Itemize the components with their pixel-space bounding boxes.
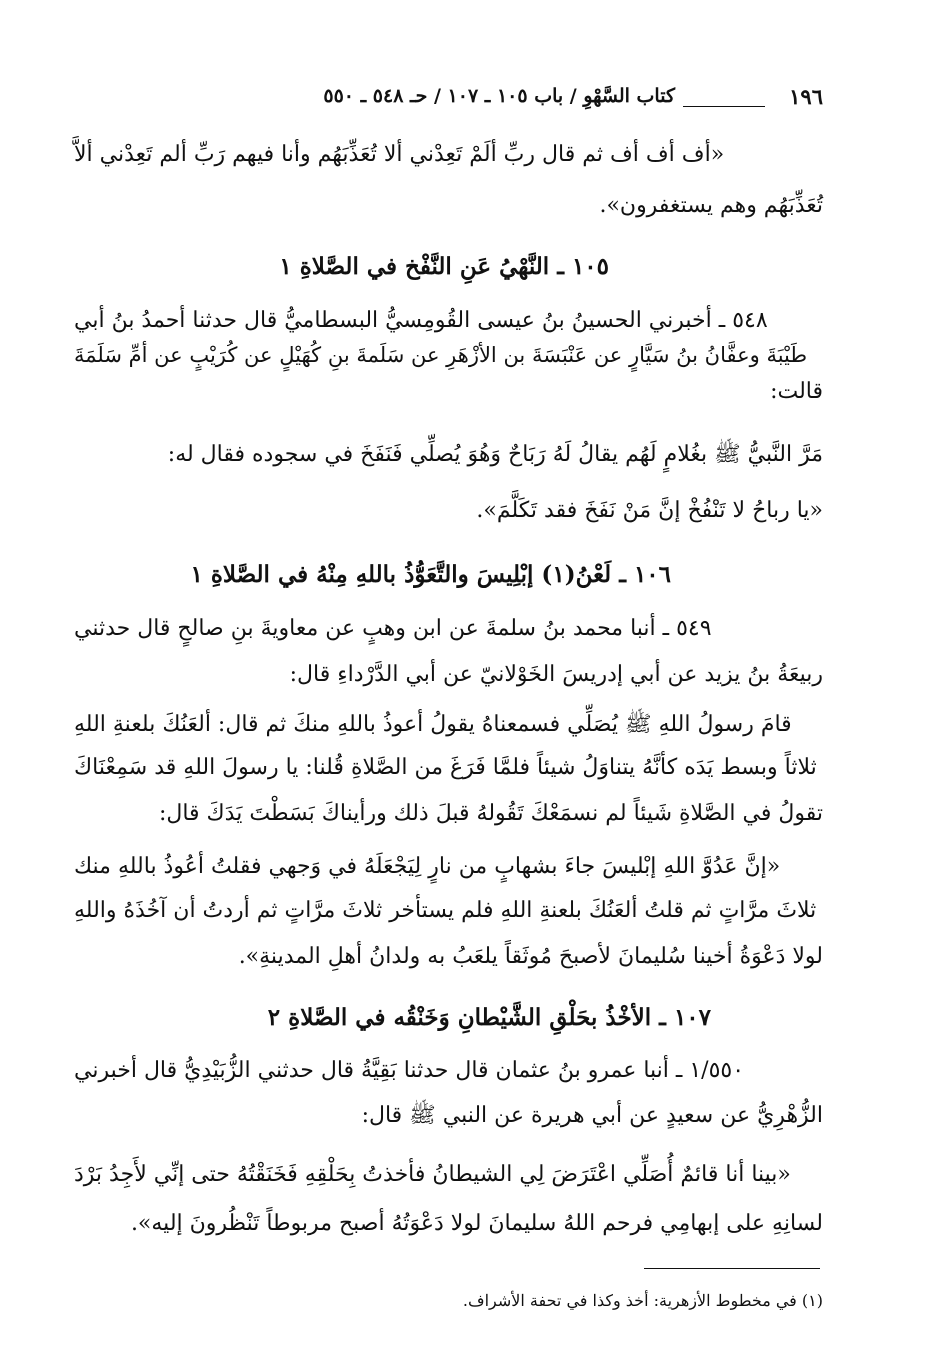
text-line: الزُّهْرِيُّ عن سعيدٍ عن أبي هريرة عن النبي ﷺ قال: (361, 1103, 823, 1128)
footnote: (١) في مخطوط الأزهرية: أخذ وكذا في تحفة الأشراف. (462, 1291, 823, 1310)
text-line: «يا رباحُ لا تَنْفُخْ إنَّ مَنْ نَفَخَ فقد تَكَلَّمَ». (476, 498, 823, 523)
text-line: تقولُ في الصَّلاةِ شَيئاً لم نسمَعْكَ تَقُولهُ قبلَ ذلك ورأيناكَ بَسَطْتَ يَدَكَ قال: (158, 801, 823, 826)
text-line: «إنَّ عَدُوَّ اللهِ إبْليسَ جاءَ بشهابٍ من نارٍ لِيَجْعَلَهُ في وَجهي فقلتُ أعُوذُ باللهِ منك (74, 854, 781, 879)
page-number: ١٩٦ (789, 84, 823, 109)
section-heading-107: ١٠٧ ـ الأخْذُ بحَلْقِ الشَّيْطانِ وَخَنْقُه في الصَّلاةِ ٢ (267, 1004, 711, 1031)
text-line: لولا دَعْوَةُ أخينا سُليمانَ لأصبحَ مُوثَقاً يلعَبُ به ولدانُ أهلِ المدينةِ». (238, 944, 823, 969)
text-line: لسانِهِ على إبهامِي فرحم اللهُ سليمانَ لولا دَعْوَتُهُ أصبح مربوطاً تَنْظُرونَ إليه». (130, 1211, 823, 1236)
text-line: «بينا أنا قائمٌ أُصَلِّي اعْتَرَضَ لِي الشيطانُ فأخذتُ بِحَلْقِهِ فَخَنَقْتُهُ حتى إنِّي لأَجِدُ بَرْدَ (74, 1162, 791, 1187)
text-line: مَرَّ النَّبيُّ ﷺ بغُلامٍ لَهُم يقالُ لَهُ رَبَاحٌ وَهُوَ يُصلِّي فَنَفَخَ في سجوده فقال له: (167, 442, 823, 467)
text-line: «أف أف أف ثم قال ربِّ ألَمْ تَعِدْني ألا تُعَذِّبَهُم وأنا فيهم رَبِّ ألم تَعِدْني ألاَّ (74, 142, 725, 167)
text-line: ثلاثاً وبسط يَدَه كأنَّهُ يتناوَلُ شيئاً فلمَّا فَرَغَ من الصَّلاةِ قُلنا: يا رسولَ اللهِ قد سَمِعْنَاكَ (74, 755, 817, 780)
page-header (68, 84, 823, 114)
header-rule (683, 106, 765, 107)
text-line: ثلاثَ مرَّاتٍ ثم قلتُ ألعَنُكَ بلعنةِ اللهِ فلم يستأخر ثلاثَ مرَّاتٍ ثم أردتُ أن آخُذَهُ واللهِ (74, 898, 817, 923)
text-line: ١/٥٥٠ ـ أنبا عمرو بنُ عثمان قال حدثنا بَقِيَّةُ قال حدثني الزُّبَيْدِيُّ قال أخبرني (74, 1058, 745, 1083)
text-line: ٥٤٨ ـ أخبرني الحسينُ بنُ عيسى القُومِسيُّ البسطاميُّ قال حدثنا أحمدُ بنُ أبي (74, 308, 768, 333)
text-line: تُعَذِّبَهُم وهم يستغفرون». (599, 193, 823, 218)
text-line: قامَ رسولُ اللهِ ﷺ يُصَلِّي فسمعناهُ يقولُ أعوذُ باللهِ منكَ ثم قال: ألعَنُكَ بلعنةِ اللهِ (74, 712, 792, 737)
section-heading-105: ١٠٥ ـ النَّهْيُ عَنِ النَّفْخ في الصَّلاةِ ١ (279, 253, 609, 280)
running-title: كتاب السَّهْوِ / باب ١٠٥ ـ ١٠٧ / حـ ٥٤٨ ـ ٥٥٠ (323, 85, 675, 107)
text-line: ربيعَةُ بنُ يزيد عن أبي إدريسَ الخَوْلانيّ عن أبي الدَّرْداءِ قال: (289, 662, 823, 687)
footnote-rule (644, 1268, 820, 1269)
section-heading-106: ١٠٦ ـ لَعْنُ(١) إبْلِيسَ والتَّعَوُّذُ باللهِ مِنْهُ في الصَّلاةِ ١ (190, 561, 671, 588)
text-line: قالت: (770, 379, 823, 404)
text-line: ٥٤٩ ـ أنبا محمد بنُ سلمةَ عن ابن وهبٍ عن معاويةَ بنِ صالحٍ قال حدثني (74, 616, 712, 641)
text-line: طَيْبَةَ وعفَّانُ بنُ سَيَّارٍ عن عَنْبَسَةَ بن الأزْهَرِ عن سَلَمةَ بنِ كُهَيْلٍ عن كُرَيْبٍ عن أمِّ سَلَمَةَ (74, 343, 808, 367)
